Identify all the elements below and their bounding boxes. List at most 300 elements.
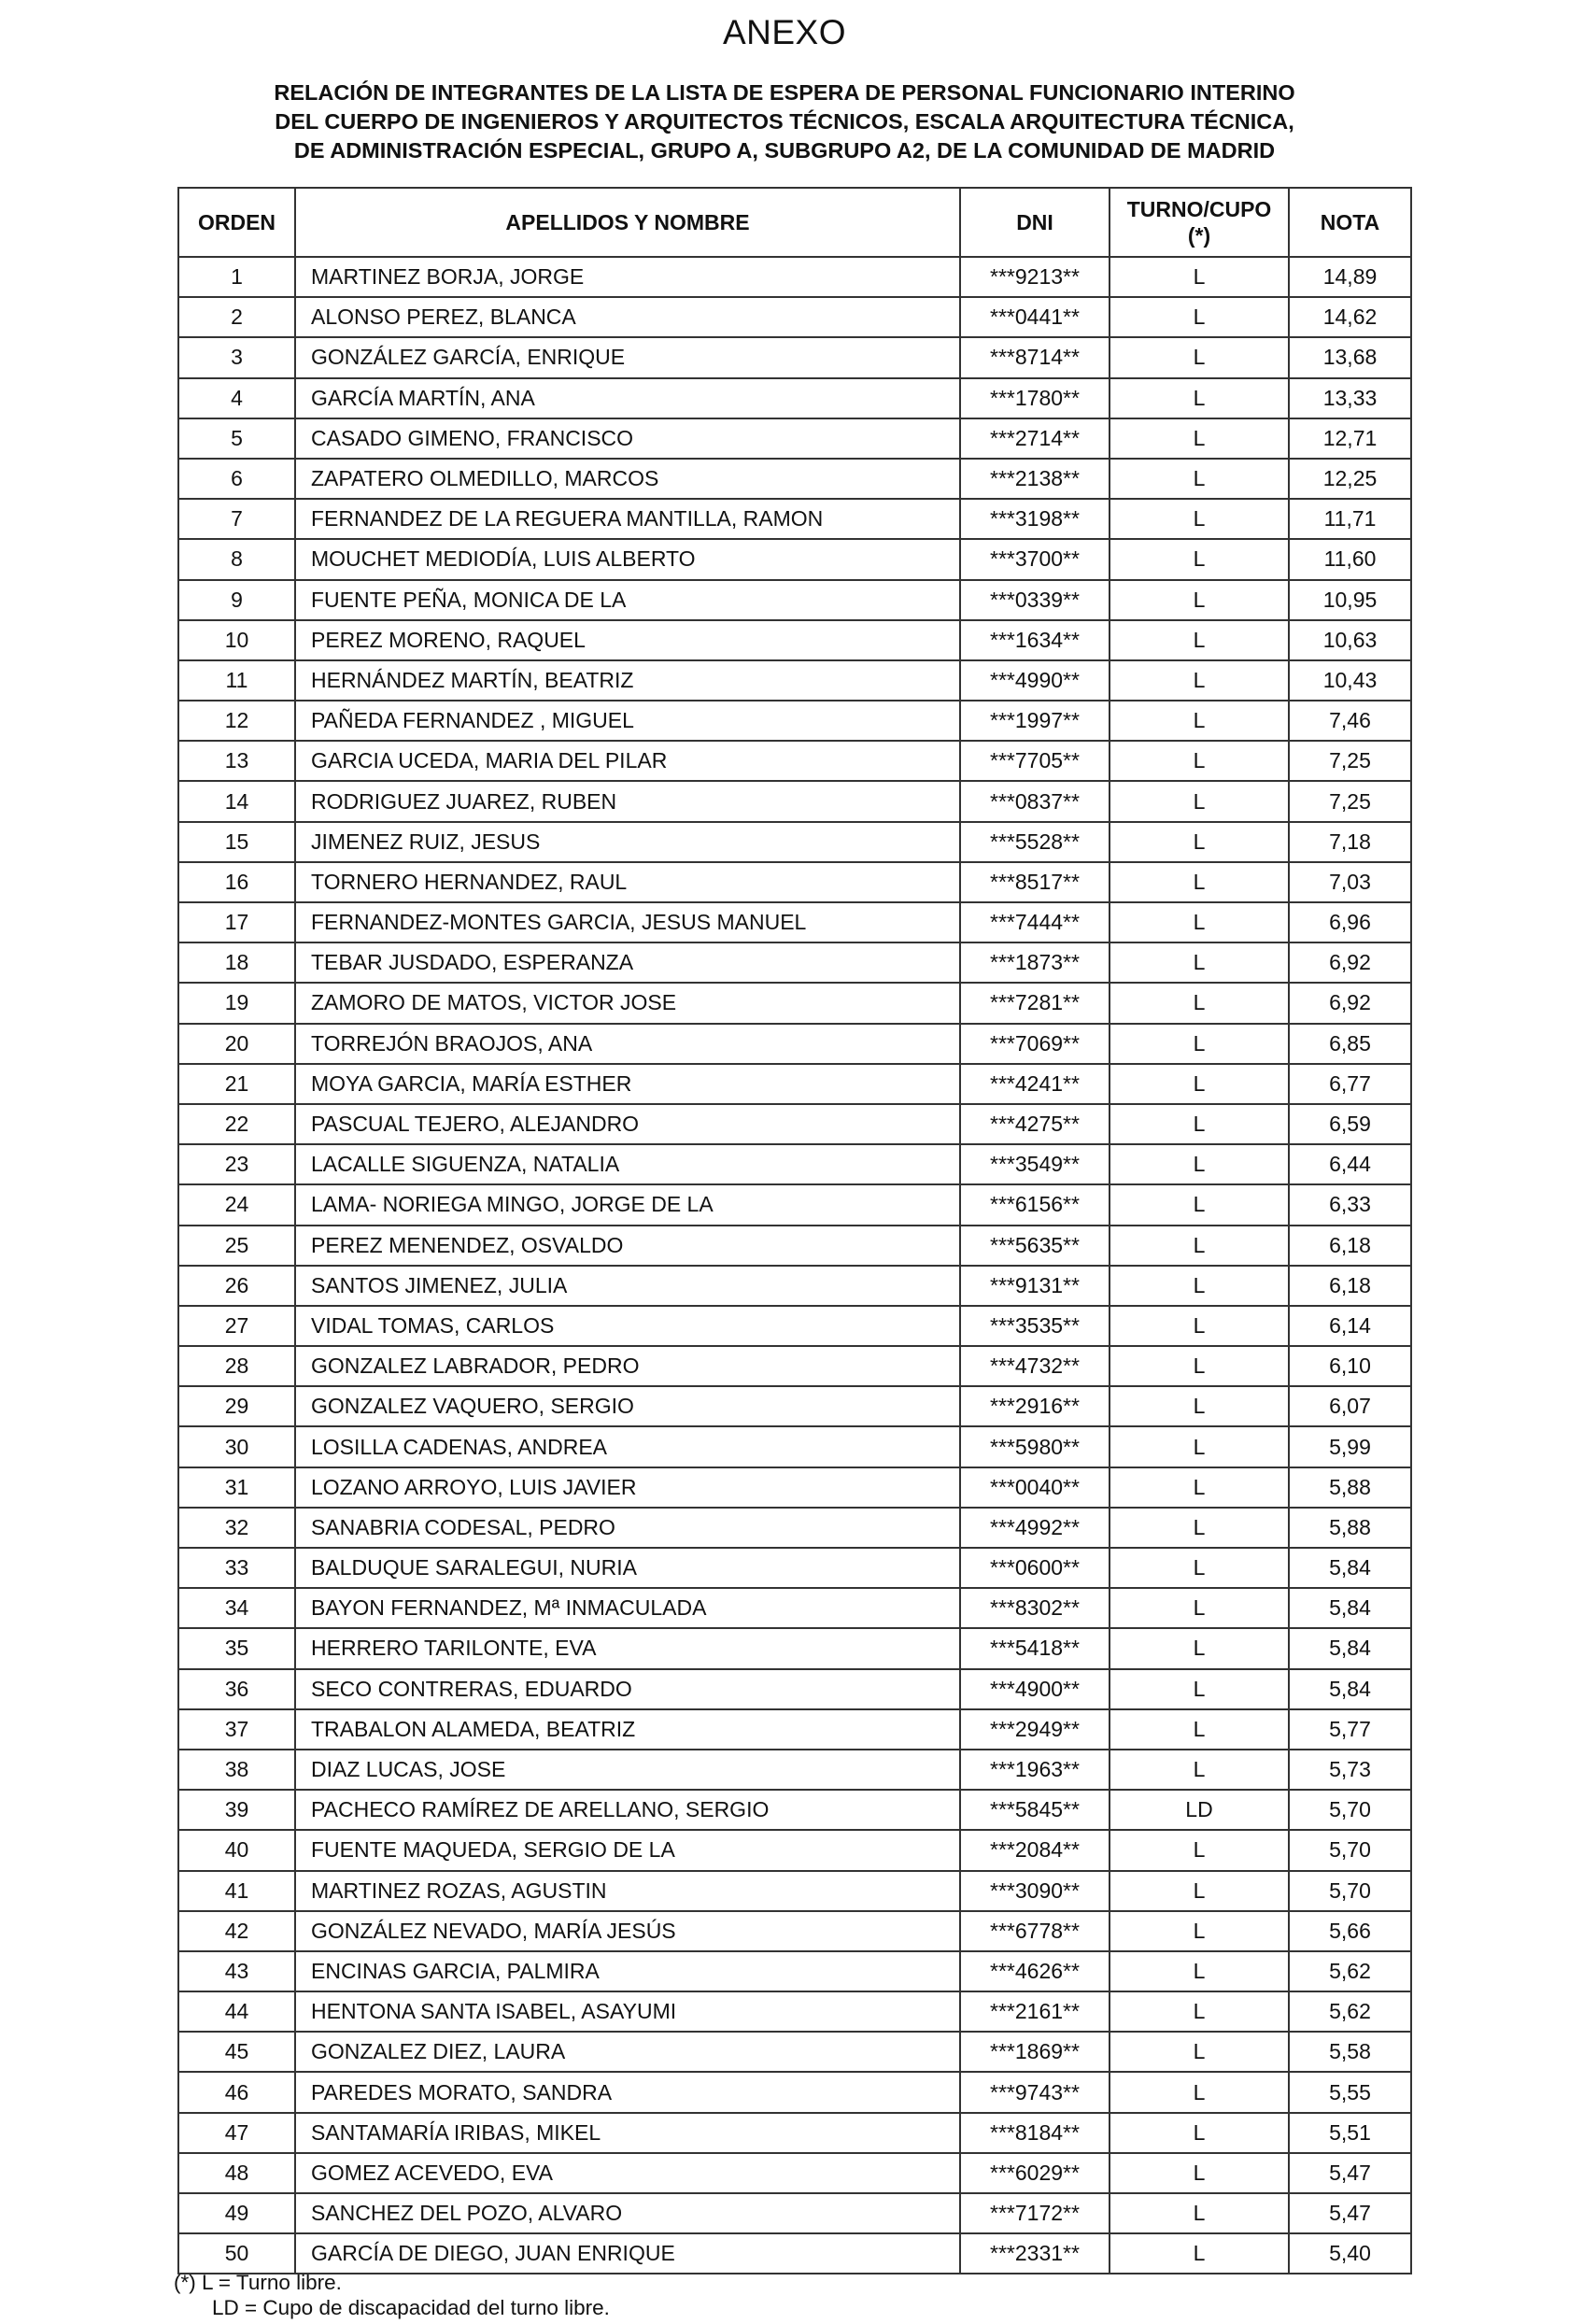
- cell-nota: 6,14: [1289, 1306, 1411, 1346]
- cell-turno-cupo: L: [1110, 1024, 1289, 1064]
- cell-apellidos-nombre: HERNÁNDEZ MARTÍN, BEATRIZ: [295, 660, 960, 701]
- table-row: [178, 1184, 1411, 1225]
- cell-dni: ***8184**: [960, 2113, 1110, 2153]
- cell-orden: 43: [178, 1951, 295, 1991]
- cell-apellidos-nombre: FUENTE PEÑA, MONICA DE LA: [295, 580, 960, 620]
- cell-dni: ***1963**: [960, 1750, 1110, 1790]
- cell-dni: ***3198**: [960, 499, 1110, 539]
- cell-turno-cupo: L: [1110, 1226, 1289, 1266]
- cell-nota: 6,92: [1289, 983, 1411, 1023]
- cell-nota: 6,33: [1289, 1184, 1411, 1225]
- cell-orden: 10: [178, 620, 295, 660]
- cell-turno-cupo: L: [1110, 539, 1289, 579]
- table-row: [178, 337, 1411, 377]
- cell-apellidos-nombre: DIAZ LUCAS, JOSE: [295, 1750, 960, 1790]
- cell-orden: 37: [178, 1709, 295, 1750]
- cell-turno-cupo: L: [1110, 1508, 1289, 1548]
- cell-orden: 1: [178, 257, 295, 297]
- cell-dni: ***2331**: [960, 2233, 1110, 2274]
- cell-dni: ***0339**: [960, 580, 1110, 620]
- cell-turno-cupo: L: [1110, 257, 1289, 297]
- cell-nota: 7,25: [1289, 741, 1411, 781]
- cell-apellidos-nombre: MOYA GARCIA, MARÍA ESTHER: [295, 1064, 960, 1104]
- cell-nota: 6,10: [1289, 1346, 1411, 1386]
- cell-orden: 21: [178, 1064, 295, 1104]
- cell-apellidos-nombre: JIMENEZ RUIZ, JESUS: [295, 822, 960, 862]
- cell-apellidos-nombre: TEBAR JUSDADO, ESPERANZA: [295, 942, 960, 983]
- document-subtitle: [0, 78, 1569, 165]
- cell-dni: ***5980**: [960, 1426, 1110, 1467]
- cell-dni: ***5418**: [960, 1628, 1110, 1668]
- cell-turno-cupo: L: [1110, 580, 1289, 620]
- cell-orden: 16: [178, 862, 295, 902]
- table-row: [178, 2233, 1411, 2274]
- cell-nota: 5,77: [1289, 1709, 1411, 1750]
- cell-turno-cupo: L: [1110, 2153, 1289, 2193]
- cell-nota: 6,44: [1289, 1144, 1411, 1184]
- cell-nota: 11,60: [1289, 539, 1411, 579]
- table-header-row: [178, 188, 1411, 257]
- cell-apellidos-nombre: ALONSO PEREZ, BLANCA: [295, 297, 960, 337]
- cell-nota: 6,92: [1289, 942, 1411, 983]
- cell-nota: 5,62: [1289, 1991, 1411, 2032]
- cell-nota: 6,96: [1289, 902, 1411, 942]
- cell-orden: 29: [178, 1386, 295, 1426]
- cell-orden: 12: [178, 701, 295, 741]
- cell-dni: ***7705**: [960, 741, 1110, 781]
- cell-turno-cupo: L: [1110, 1144, 1289, 1184]
- cell-turno-cupo: L: [1110, 1871, 1289, 1911]
- table-row: [178, 1548, 1411, 1588]
- cell-orden: 26: [178, 1266, 295, 1306]
- cell-apellidos-nombre: TORREJÓN BRAOJOS, ANA: [295, 1024, 960, 1064]
- cell-nota: 6,07: [1289, 1386, 1411, 1426]
- cell-nota: 10,95: [1289, 580, 1411, 620]
- cell-apellidos-nombre: SANCHEZ DEL POZO, ALVARO: [295, 2193, 960, 2233]
- cell-apellidos-nombre: CASADO GIMENO, FRANCISCO: [295, 418, 960, 459]
- cell-dni: ***2916**: [960, 1386, 1110, 1426]
- table-row: [178, 741, 1411, 781]
- cell-orden: 42: [178, 1911, 295, 1951]
- cell-dni: ***2138**: [960, 459, 1110, 499]
- cell-apellidos-nombre: PEREZ MORENO, RAQUEL: [295, 620, 960, 660]
- cell-orden: 24: [178, 1184, 295, 1225]
- cell-turno-cupo: L: [1110, 862, 1289, 902]
- cell-orden: 45: [178, 2032, 295, 2072]
- table-row: [178, 1467, 1411, 1508]
- cell-apellidos-nombre: PEREZ MENENDEZ, OSVALDO: [295, 1226, 960, 1266]
- cell-turno-cupo: L: [1110, 1184, 1289, 1225]
- table-row: [178, 580, 1411, 620]
- cell-orden: 39: [178, 1790, 295, 1830]
- cell-dni: ***0837**: [960, 781, 1110, 821]
- cell-orden: 48: [178, 2153, 295, 2193]
- cell-apellidos-nombre: GARCÍA DE DIEGO, JUAN ENRIQUE: [295, 2233, 960, 2274]
- table-row: [178, 942, 1411, 983]
- table-row: [178, 781, 1411, 821]
- table-body: [178, 257, 1411, 2274]
- cell-turno-cupo: L: [1110, 1064, 1289, 1104]
- footnote-cupo-discapacidad: LD = Cupo de discapacidad del turno libre.: [212, 2296, 610, 2319]
- cell-nota: 5,88: [1289, 1467, 1411, 1508]
- cell-turno-cupo: L: [1110, 1386, 1289, 1426]
- cell-apellidos-nombre: PASCUAL TEJERO, ALEJANDRO: [295, 1104, 960, 1144]
- cell-turno-cupo: LD: [1110, 1790, 1289, 1830]
- cell-dni: ***1997**: [960, 701, 1110, 741]
- cell-apellidos-nombre: MOUCHET MEDIODÍA, LUIS ALBERTO: [295, 539, 960, 579]
- cell-orden: 15: [178, 822, 295, 862]
- cell-orden: 30: [178, 1426, 295, 1467]
- cell-apellidos-nombre: PAÑEDA FERNANDEZ , MIGUEL: [295, 701, 960, 741]
- cell-turno-cupo: L: [1110, 1911, 1289, 1951]
- cell-turno-cupo: L: [1110, 378, 1289, 418]
- header-orden: ORDEN: [178, 188, 295, 257]
- cell-nota: 6,77: [1289, 1064, 1411, 1104]
- cell-turno-cupo: L: [1110, 297, 1289, 337]
- cell-turno-cupo: L: [1110, 1548, 1289, 1588]
- subtitle-line: DEL CUERPO DE INGENIEROS Y ARQUITECTOS TÉCNICOS, ESCALA ARQUITECTURA TÉCNICA,: [275, 109, 1294, 134]
- cell-dni: ***4241**: [960, 1064, 1110, 1104]
- table-row: [178, 1991, 1411, 2032]
- cell-orden: 11: [178, 660, 295, 701]
- cell-nota: 7,25: [1289, 781, 1411, 821]
- cell-nota: 12,25: [1289, 459, 1411, 499]
- cell-apellidos-nombre: GONZÁLEZ NEVADO, MARÍA JESÚS: [295, 1911, 960, 1951]
- header-turno-cupo-label: TURNO/CUPO: [1126, 197, 1272, 221]
- cell-dni: ***1869**: [960, 2032, 1110, 2072]
- cell-turno-cupo: L: [1110, 1628, 1289, 1668]
- cell-orden: 27: [178, 1306, 295, 1346]
- cell-turno-cupo: L: [1110, 1346, 1289, 1386]
- cell-dni: ***2161**: [960, 1991, 1110, 2032]
- cell-nota: 13,68: [1289, 337, 1411, 377]
- cell-apellidos-nombre: HERRERO TARILONTE, EVA: [295, 1628, 960, 1668]
- cell-nota: 10,43: [1289, 660, 1411, 701]
- table-row: [178, 459, 1411, 499]
- header-dni: DNI: [960, 188, 1110, 257]
- cell-apellidos-nombre: ZAPATERO OLMEDILLO, MARCOS: [295, 459, 960, 499]
- cell-apellidos-nombre: TORNERO HERNANDEZ, RAUL: [295, 862, 960, 902]
- cell-apellidos-nombre: HENTONA SANTA ISABEL, ASAYUMI: [295, 1991, 960, 2032]
- cell-turno-cupo: L: [1110, 337, 1289, 377]
- footnote-turno-libre: (*) L = Turno libre.: [174, 2271, 342, 2294]
- cell-dni: ***8517**: [960, 862, 1110, 902]
- cell-orden: 34: [178, 1588, 295, 1628]
- cell-apellidos-nombre: LACALLE SIGUENZA, NATALIA: [295, 1144, 960, 1184]
- cell-dni: ***6156**: [960, 1184, 1110, 1225]
- cell-apellidos-nombre: MARTINEZ ROZAS, AGUSTIN: [295, 1871, 960, 1911]
- cell-nota: 10,63: [1289, 620, 1411, 660]
- cell-orden: 20: [178, 1024, 295, 1064]
- cell-apellidos-nombre: FERNANDEZ DE LA REGUERA MANTILLA, RAMON: [295, 499, 960, 539]
- cell-apellidos-nombre: SANTOS JIMENEZ, JULIA: [295, 1266, 960, 1306]
- cell-turno-cupo: L: [1110, 1588, 1289, 1628]
- cell-nota: 7,46: [1289, 701, 1411, 741]
- cell-dni: ***3535**: [960, 1306, 1110, 1346]
- table-row: [178, 1709, 1411, 1750]
- table-row: [178, 1508, 1411, 1548]
- cell-orden: 25: [178, 1226, 295, 1266]
- table-row: [178, 257, 1411, 297]
- cell-turno-cupo: L: [1110, 1750, 1289, 1790]
- cell-dni: ***5845**: [960, 1790, 1110, 1830]
- cell-turno-cupo: L: [1110, 1426, 1289, 1467]
- cell-orden: 46: [178, 2072, 295, 2112]
- table-row: [178, 1064, 1411, 1104]
- table-row: [178, 1628, 1411, 1668]
- cell-nota: 5,73: [1289, 1750, 1411, 1790]
- table-row: [178, 1588, 1411, 1628]
- cell-orden: 32: [178, 1508, 295, 1548]
- cell-orden: 33: [178, 1548, 295, 1588]
- table-row: [178, 1911, 1411, 1951]
- cell-dni: ***8714**: [960, 337, 1110, 377]
- cell-orden: 18: [178, 942, 295, 983]
- cell-turno-cupo: L: [1110, 983, 1289, 1023]
- cell-turno-cupo: L: [1110, 620, 1289, 660]
- subtitle-line: DE ADMINISTRACIÓN ESPECIAL, GRUPO A, SUBGRUPO A2, DE LA COMUNIDAD DE MADRID: [293, 138, 1276, 163]
- table-row: [178, 2153, 1411, 2193]
- cell-nota: 12,71: [1289, 418, 1411, 459]
- cell-turno-cupo: L: [1110, 499, 1289, 539]
- cell-turno-cupo: L: [1110, 2032, 1289, 2072]
- cell-orden: 44: [178, 1991, 295, 2032]
- table-row: [178, 1266, 1411, 1306]
- cell-dni: ***5528**: [960, 822, 1110, 862]
- cell-nota: 6,85: [1289, 1024, 1411, 1064]
- cell-nota: 7,03: [1289, 862, 1411, 902]
- table-row: [178, 1790, 1411, 1830]
- cell-apellidos-nombre: SECO CONTRERAS, EDUARDO: [295, 1669, 960, 1709]
- table-row: [178, 1669, 1411, 1709]
- cell-orden: 40: [178, 1830, 295, 1870]
- cell-dni: ***4732**: [960, 1346, 1110, 1386]
- cell-dni: ***8302**: [960, 1588, 1110, 1628]
- cell-apellidos-nombre: LAMA- NORIEGA MINGO, JORGE DE LA: [295, 1184, 960, 1225]
- cell-nota: 5,62: [1289, 1951, 1411, 1991]
- cell-dni: ***1634**: [960, 620, 1110, 660]
- cell-nota: 6,59: [1289, 1104, 1411, 1144]
- cell-nota: 14,89: [1289, 257, 1411, 297]
- subtitle-line: RELACIÓN DE INTEGRANTES DE LA LISTA DE ESPERA DE PERSONAL FUNCIONARIO INTERINO: [274, 80, 1295, 105]
- cell-nota: 13,33: [1289, 378, 1411, 418]
- cell-apellidos-nombre: SANABRIA CODESAL, PEDRO: [295, 1508, 960, 1548]
- cell-dni: ***4992**: [960, 1508, 1110, 1548]
- table-row: [178, 1144, 1411, 1184]
- cell-orden: 6: [178, 459, 295, 499]
- cell-nota: 5,84: [1289, 1628, 1411, 1668]
- table-row: [178, 1830, 1411, 1870]
- cell-nota: 5,88: [1289, 1508, 1411, 1548]
- cell-apellidos-nombre: BAYON FERNANDEZ, Mª INMACULADA: [295, 1588, 960, 1628]
- cell-orden: 3: [178, 337, 295, 377]
- table-row: [178, 499, 1411, 539]
- cell-turno-cupo: L: [1110, 1669, 1289, 1709]
- cell-turno-cupo: L: [1110, 701, 1289, 741]
- cell-apellidos-nombre: GONZALEZ DIEZ, LAURA: [295, 2032, 960, 2072]
- cell-dni: ***9213**: [960, 257, 1110, 297]
- cell-orden: 38: [178, 1750, 295, 1790]
- cell-dni: ***3549**: [960, 1144, 1110, 1184]
- cell-orden: 41: [178, 1871, 295, 1911]
- cell-apellidos-nombre: GARCIA UCEDA, MARIA DEL PILAR: [295, 741, 960, 781]
- cell-apellidos-nombre: FUENTE MAQUEDA, SERGIO DE LA: [295, 1830, 960, 1870]
- table-row: [178, 2032, 1411, 2072]
- cell-orden: 19: [178, 983, 295, 1023]
- table-row: [178, 539, 1411, 579]
- cell-orden: 2: [178, 297, 295, 337]
- cell-orden: 35: [178, 1628, 295, 1668]
- table-row: [178, 1346, 1411, 1386]
- cell-nota: 5,84: [1289, 1669, 1411, 1709]
- cell-nota: 6,18: [1289, 1266, 1411, 1306]
- cell-orden: 49: [178, 2193, 295, 2233]
- cell-orden: 9: [178, 580, 295, 620]
- cell-nota: 5,70: [1289, 1830, 1411, 1870]
- cell-turno-cupo: L: [1110, 902, 1289, 942]
- table-row: [178, 2193, 1411, 2233]
- cell-apellidos-nombre: FERNANDEZ-MONTES GARCIA, JESUS MANUEL: [295, 902, 960, 942]
- cell-apellidos-nombre: ZAMORO DE MATOS, VICTOR JOSE: [295, 983, 960, 1023]
- cell-turno-cupo: L: [1110, 1951, 1289, 1991]
- table-row: [178, 1306, 1411, 1346]
- cell-dni: ***4626**: [960, 1951, 1110, 1991]
- cell-nota: 5,58: [1289, 2032, 1411, 2072]
- cell-nota: 5,55: [1289, 2072, 1411, 2112]
- cell-apellidos-nombre: GONZALEZ LABRADOR, PEDRO: [295, 1346, 960, 1386]
- cell-dni: ***6778**: [960, 1911, 1110, 1951]
- table-row: [178, 822, 1411, 862]
- cell-turno-cupo: L: [1110, 741, 1289, 781]
- cell-nota: 5,47: [1289, 2153, 1411, 2193]
- cell-nota: 5,47: [1289, 2193, 1411, 2233]
- cell-nota: 5,99: [1289, 1426, 1411, 1467]
- cell-nota: 11,71: [1289, 499, 1411, 539]
- cell-dni: ***2714**: [960, 418, 1110, 459]
- footnotes: [174, 2270, 610, 2320]
- cell-dni: ***0441**: [960, 297, 1110, 337]
- cell-turno-cupo: L: [1110, 1306, 1289, 1346]
- cell-apellidos-nombre: LOZANO ARROYO, LUIS JAVIER: [295, 1467, 960, 1508]
- cell-dni: ***6029**: [960, 2153, 1110, 2193]
- table-row: [178, 1226, 1411, 1266]
- cell-turno-cupo: L: [1110, 459, 1289, 499]
- table-row: [178, 862, 1411, 902]
- cell-orden: 7: [178, 499, 295, 539]
- cell-apellidos-nombre: GOMEZ ACEVEDO, EVA: [295, 2153, 960, 2193]
- cell-turno-cupo: L: [1110, 1104, 1289, 1144]
- cell-dni: ***7281**: [960, 983, 1110, 1023]
- cell-orden: 13: [178, 741, 295, 781]
- cell-nota: 5,40: [1289, 2233, 1411, 2274]
- header-apellidos-nombre: APELLIDOS Y NOMBRE: [295, 188, 960, 257]
- cell-dni: ***4990**: [960, 660, 1110, 701]
- cell-turno-cupo: L: [1110, 2193, 1289, 2233]
- cell-nota: 6,18: [1289, 1226, 1411, 1266]
- cell-dni: ***2084**: [960, 1830, 1110, 1870]
- header-turno-cupo: [1110, 188, 1289, 257]
- table-row: [178, 1871, 1411, 1911]
- cell-apellidos-nombre: MARTINEZ BORJA, JORGE: [295, 257, 960, 297]
- cell-nota: 5,70: [1289, 1871, 1411, 1911]
- cell-apellidos-nombre: PACHECO RAMÍREZ DE ARELLANO, SERGIO: [295, 1790, 960, 1830]
- cell-dni: ***3700**: [960, 539, 1110, 579]
- table-row: [178, 297, 1411, 337]
- cell-nota: 5,66: [1289, 1911, 1411, 1951]
- cell-apellidos-nombre: GONZÁLEZ GARCÍA, ENRIQUE: [295, 337, 960, 377]
- cell-turno-cupo: L: [1110, 1266, 1289, 1306]
- table-row: [178, 1024, 1411, 1064]
- cell-dni: ***9131**: [960, 1266, 1110, 1306]
- document-title: ANEXO: [722, 13, 847, 51]
- cell-dni: ***7172**: [960, 2193, 1110, 2233]
- cell-orden: 8: [178, 539, 295, 579]
- cell-orden: 47: [178, 2113, 295, 2153]
- cell-orden: 22: [178, 1104, 295, 1144]
- table-row: [178, 1951, 1411, 1991]
- cell-turno-cupo: L: [1110, 1991, 1289, 2032]
- cell-nota: 5,84: [1289, 1588, 1411, 1628]
- table-row: [178, 1426, 1411, 1467]
- cell-dni: ***7444**: [960, 902, 1110, 942]
- table-row: [178, 418, 1411, 459]
- cell-dni: ***3090**: [960, 1871, 1110, 1911]
- cell-orden: 28: [178, 1346, 295, 1386]
- table-row: [178, 620, 1411, 660]
- cell-turno-cupo: L: [1110, 660, 1289, 701]
- cell-turno-cupo: L: [1110, 418, 1289, 459]
- cell-turno-cupo: L: [1110, 781, 1289, 821]
- cell-dni: ***4275**: [960, 1104, 1110, 1144]
- table-row: [178, 983, 1411, 1023]
- cell-dni: ***7069**: [960, 1024, 1110, 1064]
- cell-turno-cupo: L: [1110, 2072, 1289, 2112]
- table-row: [178, 701, 1411, 741]
- cell-dni: ***1873**: [960, 942, 1110, 983]
- cell-nota: 5,51: [1289, 2113, 1411, 2153]
- cell-apellidos-nombre: PAREDES MORATO, SANDRA: [295, 2072, 960, 2112]
- cell-turno-cupo: L: [1110, 1830, 1289, 1870]
- cell-orden: 14: [178, 781, 295, 821]
- table-row: [178, 1750, 1411, 1790]
- cell-dni: ***9743**: [960, 2072, 1110, 2112]
- cell-orden: 4: [178, 378, 295, 418]
- header-turno-cupo-footnote-mark: (*): [1187, 223, 1211, 248]
- cell-apellidos-nombre: TRABALON ALAMEDA, BEATRIZ: [295, 1709, 960, 1750]
- cell-dni: ***0040**: [960, 1467, 1110, 1508]
- cell-apellidos-nombre: VIDAL TOMAS, CARLOS: [295, 1306, 960, 1346]
- cell-turno-cupo: L: [1110, 822, 1289, 862]
- cell-nota: 5,84: [1289, 1548, 1411, 1588]
- waiting-list-table: [177, 187, 1412, 2274]
- table-row: [178, 1104, 1411, 1144]
- cell-dni: ***4900**: [960, 1669, 1110, 1709]
- cell-apellidos-nombre: SANTAMARÍA IRIBAS, MIKEL: [295, 2113, 960, 2153]
- cell-apellidos-nombre: RODRIGUEZ JUAREZ, RUBEN: [295, 781, 960, 821]
- cell-orden: 36: [178, 1669, 295, 1709]
- cell-nota: 7,18: [1289, 822, 1411, 862]
- cell-orden: 23: [178, 1144, 295, 1184]
- table-row: [178, 902, 1411, 942]
- cell-nota: 5,70: [1289, 1790, 1411, 1830]
- cell-turno-cupo: L: [1110, 942, 1289, 983]
- table-row: [178, 2113, 1411, 2153]
- cell-apellidos-nombre: GONZALEZ VAQUERO, SERGIO: [295, 1386, 960, 1426]
- table-row: [178, 1386, 1411, 1426]
- cell-dni: ***0600**: [960, 1548, 1110, 1588]
- cell-turno-cupo: L: [1110, 1467, 1289, 1508]
- cell-orden: 5: [178, 418, 295, 459]
